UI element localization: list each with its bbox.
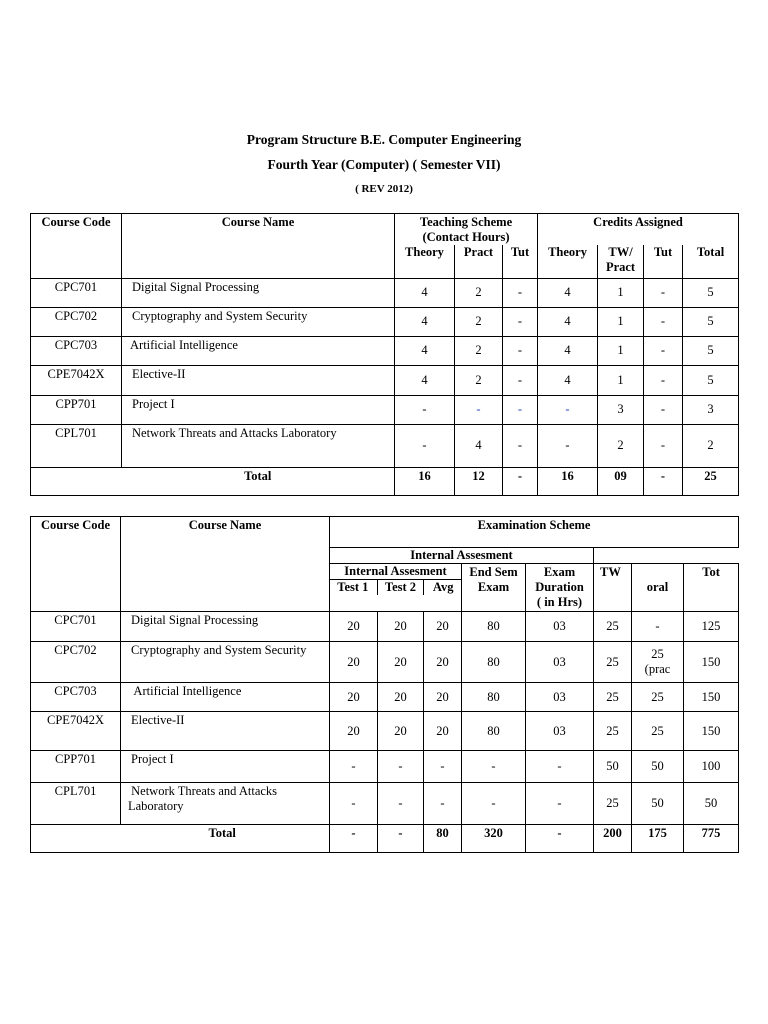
header-test1: Test 1 xyxy=(329,580,378,595)
header-credit-tut: Tut xyxy=(644,245,683,278)
credit-tw: 1 xyxy=(598,278,644,307)
credit-tw: 1 xyxy=(598,336,644,365)
exam-duration: 03 xyxy=(526,683,594,712)
credit-tw: 2 xyxy=(598,424,644,467)
credit-tut: - xyxy=(644,365,683,395)
exam-duration: - xyxy=(526,751,594,783)
tw-marks: 25 xyxy=(594,642,632,683)
end-sem-marks: 80 xyxy=(462,642,526,683)
credit-theory: 4 xyxy=(538,278,598,307)
total-marks: 125 xyxy=(684,612,739,642)
header-internal-assessment-sub: Internal Assesment Test 1 Test 2 Avg xyxy=(330,564,462,612)
total-marks: 100 xyxy=(684,751,739,783)
course-name: Digital Signal Processing xyxy=(121,612,330,642)
test2-marks: 20 xyxy=(378,712,424,751)
header-end-sem-exam: End Sem Exam xyxy=(462,564,526,612)
table-row xyxy=(31,336,739,365)
total-label: Total xyxy=(122,467,395,495)
credit-tw: 1 xyxy=(598,307,644,336)
total-duration: - xyxy=(526,825,594,853)
tut-hours: - xyxy=(503,365,538,395)
course-code: CPC702 xyxy=(31,642,121,683)
credit-theory: 4 xyxy=(538,336,598,365)
table-row xyxy=(31,712,739,751)
end-sem-marks: 80 xyxy=(462,683,526,712)
total-row xyxy=(31,467,739,495)
total-row xyxy=(31,825,739,853)
total-pract: 12 xyxy=(455,467,503,495)
header-course-code: Course Code xyxy=(31,214,122,279)
tut-hours: - xyxy=(503,307,538,336)
pract-hours: 2 xyxy=(455,365,503,395)
credit-theory: 4 xyxy=(538,365,598,395)
pract-hours: 4 xyxy=(455,424,503,467)
tw-marks: 25 xyxy=(594,612,632,642)
table-row xyxy=(31,365,739,395)
tut-hours: - xyxy=(503,395,538,424)
table-row xyxy=(31,642,739,683)
course-name: Cryptography and System Security xyxy=(122,307,395,336)
tut-hours: - xyxy=(503,424,538,467)
pract-hours: - xyxy=(455,395,503,424)
pract-hours: 2 xyxy=(455,336,503,365)
credit-theory: - xyxy=(538,395,598,424)
course-name: Digital Signal Processing xyxy=(122,278,395,307)
avg-marks: 20 xyxy=(424,612,462,642)
credit-total: 5 xyxy=(683,307,739,336)
course-name: Elective-II xyxy=(121,712,330,751)
credit-tut: - xyxy=(644,278,683,307)
page-subtitle: Fourth Year (Computer) ( Semester VII) xyxy=(267,157,501,172)
course-code: CPP701 xyxy=(31,395,122,424)
total-credit-theory: 16 xyxy=(538,467,598,495)
course-name: Artificial Intelligence xyxy=(122,336,395,365)
test2-marks: 20 xyxy=(378,683,424,712)
pract-hours: 2 xyxy=(455,307,503,336)
exam-duration: - xyxy=(526,783,594,825)
course-name: Network Threats and Attacks Laboratory xyxy=(122,424,395,467)
avg-marks: - xyxy=(424,783,462,825)
total-credit-total: 25 xyxy=(683,467,739,495)
credit-total: 2 xyxy=(683,424,739,467)
table-row xyxy=(31,612,739,642)
course-code: CPC703 xyxy=(31,336,122,365)
page-title: Program Structure B.E. Computer Engineering xyxy=(246,132,522,147)
table-row xyxy=(31,751,739,783)
header-avg: Avg xyxy=(432,580,454,594)
exam-duration: 03 xyxy=(526,642,594,683)
course-code: CPP701 xyxy=(31,751,121,783)
oral-marks: 50 xyxy=(632,751,684,783)
oral-marks: - xyxy=(632,612,684,642)
total-marks: 50 xyxy=(684,783,739,825)
end-sem-marks: 80 xyxy=(462,712,526,751)
total-marks: 150 xyxy=(684,683,739,712)
course-code: CPE7042X xyxy=(31,365,122,395)
header-tw: TW xyxy=(594,564,632,612)
test2-marks: 20 xyxy=(378,642,424,683)
total-tw: 200 xyxy=(594,825,632,853)
header-pract: Pract xyxy=(455,245,503,278)
total-marks: 150 xyxy=(684,642,739,683)
course-code: CPC702 xyxy=(31,307,122,336)
total-theory: 16 xyxy=(395,467,455,495)
total-test2: - xyxy=(378,825,424,853)
header-credits-assigned: Credits Assigned xyxy=(538,214,739,246)
test2-marks: - xyxy=(378,751,424,783)
exam-duration: 03 xyxy=(526,712,594,751)
test1-marks: 20 xyxy=(330,683,378,712)
total-oral: 175 xyxy=(632,825,684,853)
course-code: CPE7042X xyxy=(31,712,121,751)
tw-marks: 50 xyxy=(594,751,632,783)
oral-marks: 25 (prac xyxy=(632,642,684,683)
theory-hours: 4 xyxy=(395,365,455,395)
test2-marks: - xyxy=(378,783,424,825)
header-exam-duration: Exam Duration ( in Hrs) xyxy=(526,564,594,612)
course-name: Elective-II xyxy=(122,365,395,395)
table-row xyxy=(31,307,739,336)
course-code: CPC701 xyxy=(31,278,122,307)
header-course-code: Course Code xyxy=(31,517,121,612)
credit-theory: 4 xyxy=(538,307,598,336)
total-marks: 150 xyxy=(684,712,739,751)
test2-marks: 20 xyxy=(378,612,424,642)
header-tot: Tot xyxy=(684,564,739,612)
credit-total: 5 xyxy=(683,336,739,365)
credit-tut: - xyxy=(644,424,683,467)
course-name: Project I xyxy=(122,395,395,424)
total-tot: 775 xyxy=(684,825,739,853)
header-course-name: Course Name xyxy=(121,517,330,612)
header-test2: Test 2 xyxy=(378,580,425,595)
course-name: Project I xyxy=(121,751,330,783)
avg-marks: 20 xyxy=(424,683,462,712)
course-name: Cryptography and System Security xyxy=(121,642,330,683)
header-internal-assessment: Internal Assesment xyxy=(330,548,594,564)
tw-marks: 25 xyxy=(594,712,632,751)
credit-theory: - xyxy=(538,424,598,467)
oral-marks: 50 xyxy=(632,783,684,825)
oral-marks: 25 xyxy=(632,683,684,712)
tut-hours: - xyxy=(503,336,538,365)
teaching-scheme-table xyxy=(30,213,739,496)
test1-marks: 20 xyxy=(330,612,378,642)
tw-marks: 25 xyxy=(594,683,632,712)
end-sem-marks: 80 xyxy=(462,612,526,642)
header-oral: oral xyxy=(632,564,684,612)
revision-label: ( REV 2012) xyxy=(355,183,413,195)
test1-marks: - xyxy=(330,751,378,783)
credit-tut: - xyxy=(644,395,683,424)
total-avg: 80 xyxy=(424,825,462,853)
pract-hours: 2 xyxy=(455,278,503,307)
course-code: CPC703 xyxy=(31,683,121,712)
examination-scheme-table xyxy=(30,516,739,853)
test1-marks: 20 xyxy=(330,712,378,751)
theory-hours: 4 xyxy=(395,278,455,307)
table-row xyxy=(31,278,739,307)
header-credit-total: Total xyxy=(683,245,739,278)
total-credit-tw: 09 xyxy=(598,467,644,495)
credit-total: 5 xyxy=(683,278,739,307)
course-code: CPL701 xyxy=(31,424,122,467)
total-tut: - xyxy=(503,467,538,495)
course-code: CPC701 xyxy=(31,612,121,642)
table-row xyxy=(31,395,739,424)
total-label: Total xyxy=(121,825,330,853)
credit-tw: 1 xyxy=(598,365,644,395)
header-course-name: Course Name xyxy=(122,214,395,279)
total-test1: - xyxy=(330,825,378,853)
header-teaching-scheme: Teaching Scheme (Contact Hours) xyxy=(395,214,538,246)
total-credit-tut: - xyxy=(644,467,683,495)
credit-tut: - xyxy=(644,336,683,365)
end-sem-marks: - xyxy=(462,751,526,783)
oral-marks: 25 xyxy=(632,712,684,751)
credit-tw: 3 xyxy=(598,395,644,424)
theory-hours: 4 xyxy=(395,336,455,365)
table-row xyxy=(31,783,739,825)
table-row xyxy=(31,683,739,712)
tw-marks: 25 xyxy=(594,783,632,825)
theory-hours: - xyxy=(395,424,455,467)
header-credit-tw: TW/ Pract xyxy=(598,245,644,278)
test1-marks: 20 xyxy=(330,642,378,683)
course-code: CPL701 xyxy=(31,783,121,825)
credit-tut: - xyxy=(644,307,683,336)
tut-hours: - xyxy=(503,278,538,307)
theory-hours: 4 xyxy=(395,307,455,336)
avg-marks: - xyxy=(424,751,462,783)
exam-duration: 03 xyxy=(526,612,594,642)
theory-hours: - xyxy=(395,395,455,424)
header-credit-theory: Theory xyxy=(538,245,598,278)
header-tut: Tut xyxy=(503,245,538,278)
end-sem-marks: - xyxy=(462,783,526,825)
course-name: Network Threats and Attacks Laboratory xyxy=(121,783,330,825)
avg-marks: 20 xyxy=(424,642,462,683)
credit-total: 3 xyxy=(683,395,739,424)
header-examination-scheme: Examination Scheme xyxy=(330,517,739,548)
course-name: Artificial Intelligence xyxy=(121,683,330,712)
test1-marks: - xyxy=(330,783,378,825)
total-end-sem: 320 xyxy=(462,825,526,853)
header-theory: Theory xyxy=(395,245,455,278)
credit-total: 5 xyxy=(683,365,739,395)
avg-marks: 20 xyxy=(424,712,462,751)
table-row xyxy=(31,424,739,467)
